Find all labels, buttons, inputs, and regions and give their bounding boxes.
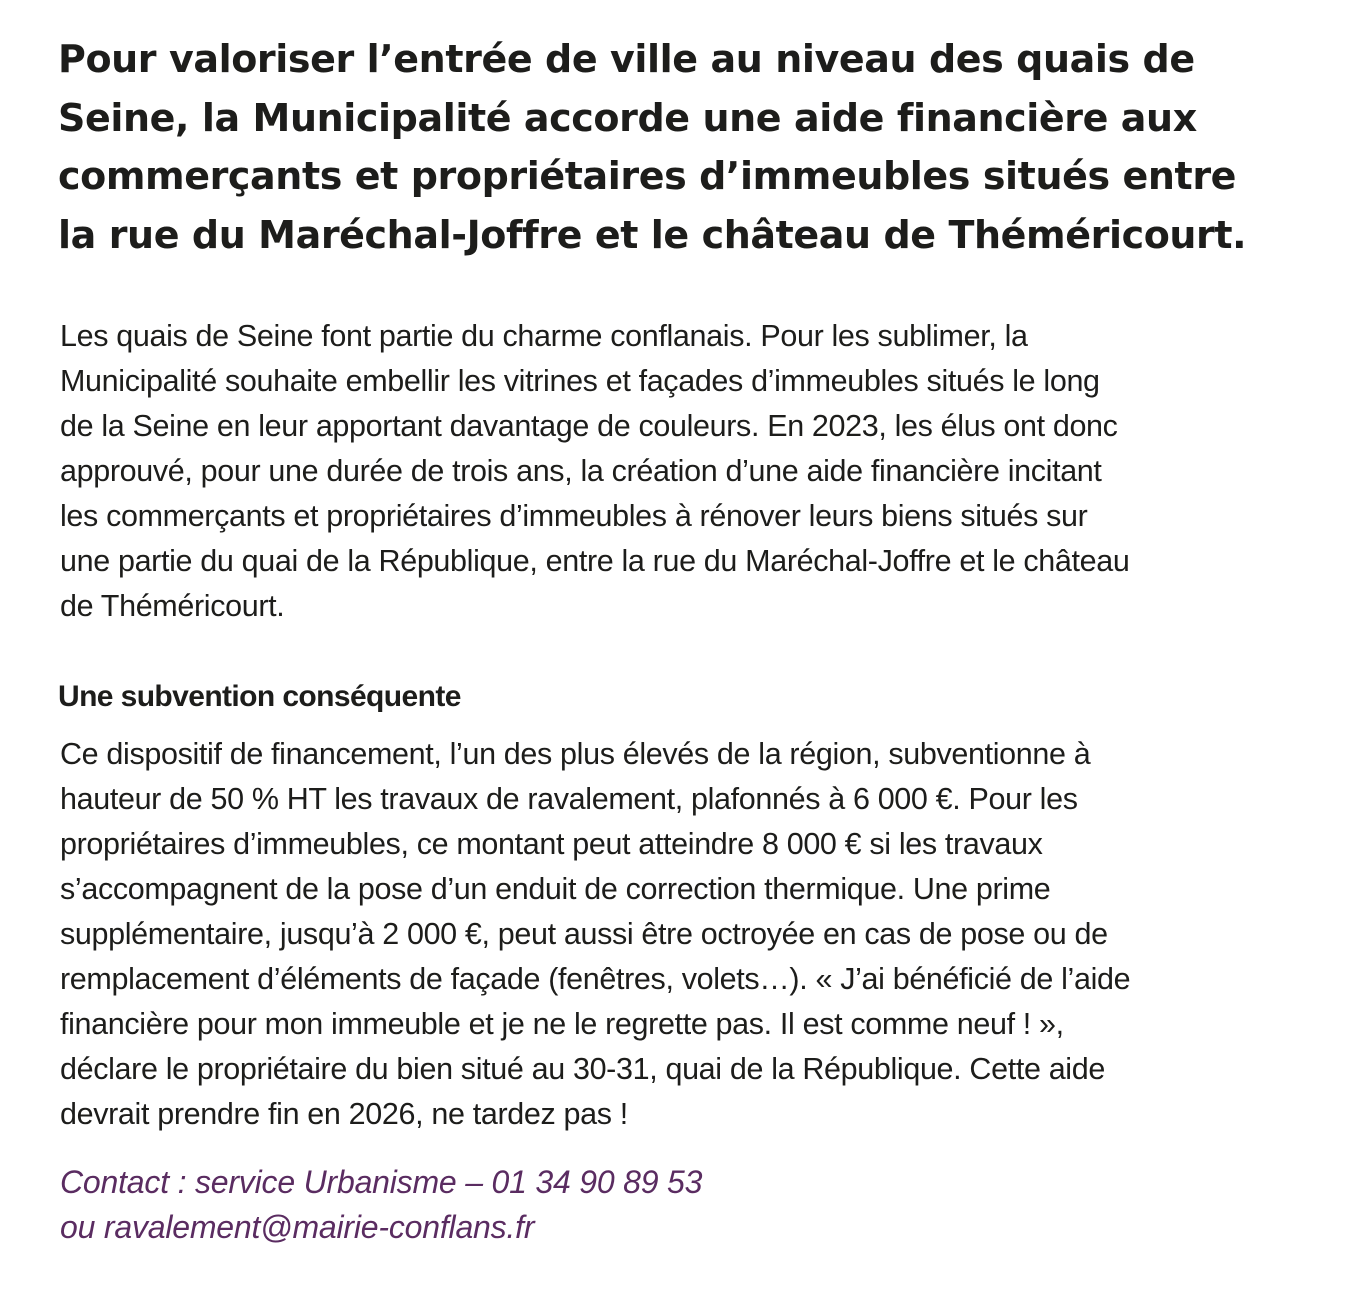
details-line: devrait prendre fin en 2026, ne tardez pas ! [60,1097,628,1131]
intro-line: approuvé, pour une durée de trois ans, la création d’une aide financière incitant [60,454,1102,488]
lead-paragraph [58,30,1318,264]
intro-paragraph [60,314,1310,629]
lead-line: Seine, la Municipalité accorde une aide financière aux [58,95,1197,140]
intro-line: une partie du quai de la République, entre la rue du Maréchal-Joffre et le château [60,544,1130,578]
contact-info [60,1160,702,1250]
details-line: hauteur de 50 % HT les travaux de ravalement, plafonnés à 6 000 €. Pour les [60,782,1078,816]
details-line: s’accompagnent de la pose d’un enduit de correction thermique. Une prime [60,872,1051,906]
details-line: propriétaires d’immeubles, ce montant peut atteindre 8 000 € si les travaux [60,827,1043,861]
details-line: Ce dispositif de financement, l’un des plus élevés de la région, subventionne à [60,737,1091,771]
intro-line: les commerçants et propriétaires d’immeubles à rénover leurs biens situés sur [60,499,1088,533]
intro-line: Les quais de Seine font partie du charme conflanais. Pour les sublimer, la [60,319,1028,353]
intro-line: de la Seine en leur apportant davantage de couleurs. En 2023, les élus ont donc [60,409,1118,443]
details-line: remplacement d’éléments de façade (fenêtres, volets…). « J’ai bénéficié de l’aide [60,962,1131,996]
intro-line: Municipalité souhaite embellir les vitrines et façades d’immeubles situés le long [60,364,1100,398]
details-line: financière pour mon immeuble et je ne le regrette pas. Il est comme neuf ! », [60,1007,1064,1041]
details-line: supplémentaire, jusqu’à 2 000 €, peut aussi être octroyée en cas de pose ou de [60,917,1108,951]
lead-line: commerçants et propriétaires d’immeubles situés entre [58,154,1237,198]
lead-line: la rue du Maréchal-Joffre et le château de Théméricourt. [58,212,1247,257]
contact-email-line: ou ravalement@mairie-conflans.fr [60,1209,535,1245]
details-line: déclare le propriétaire du bien situé au 30-31, quai de la République. Cette aide [60,1052,1105,1086]
details-paragraph [60,732,1310,1137]
intro-line: de Théméricourt. [60,589,285,623]
section-heading: Une subvention conséquente [58,680,461,713]
contact-phone-line: Contact : service Urbanisme – 01 34 90 89 53 [60,1164,703,1200]
lead-line: Pour valoriser l’entrée de ville au niveau des quais de [58,37,1195,81]
